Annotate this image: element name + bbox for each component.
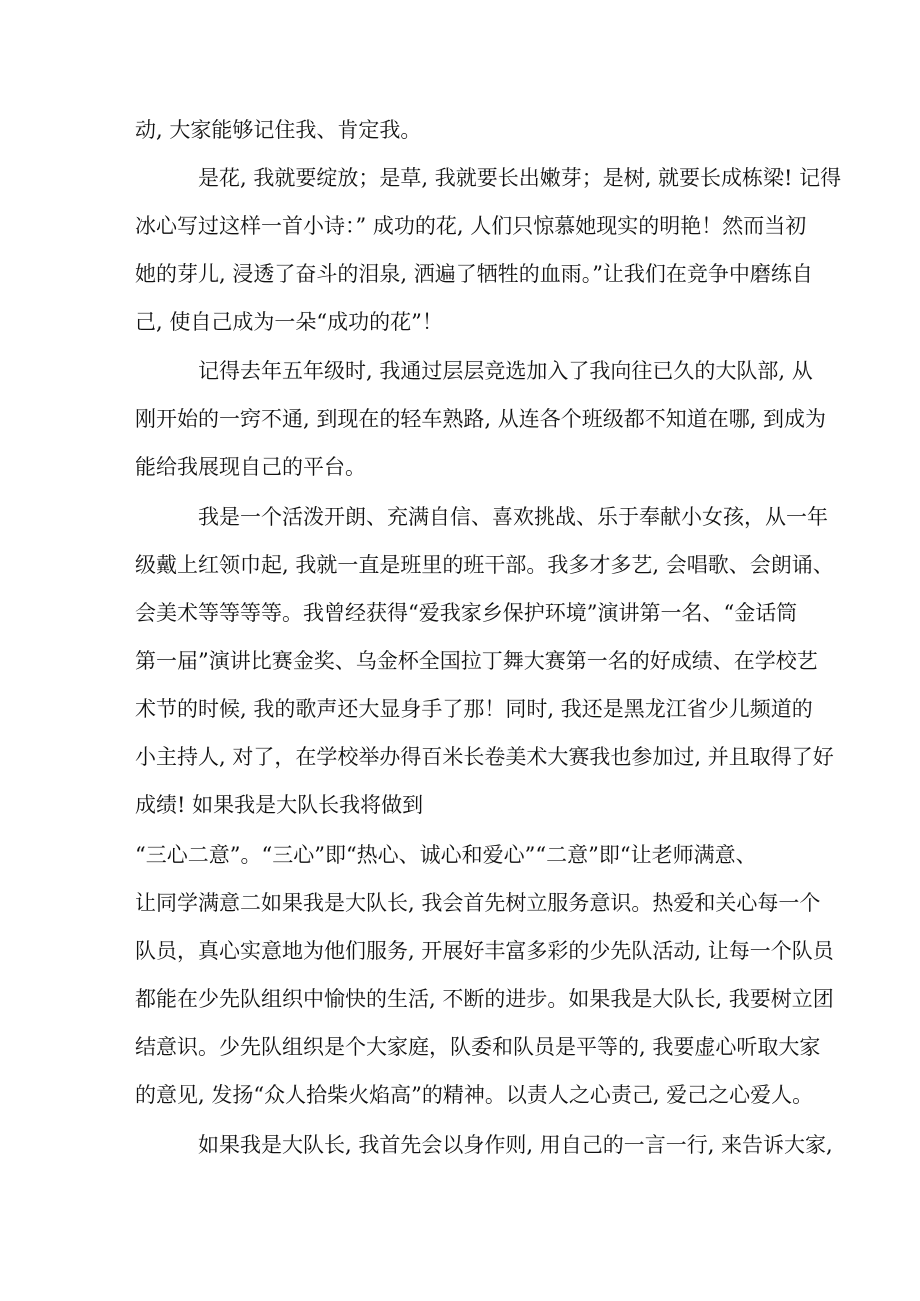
text-line: 刚开始的一窍不通, 到现在的轻车熟路, 从连各个班级都不知道在哪, 到成为 (135, 407, 827, 431)
text-line: 我是一个活泼开朗、充满自信、喜欢挑战、乐于奉献小女孩，从一年 (198, 505, 828, 529)
text-line: 成绩! 如果我是大队长我将做到 (135, 793, 424, 817)
text-line: 小主持人, 对了，在学校举办得百米长卷美术大赛我也参加过, 并且取得了好 (135, 745, 834, 769)
text-line: 的意见, 发扬“众人拾柴火焰高”的精神。以责人之心责己, 爱己之心爱人。 (135, 1083, 814, 1107)
text-line: 第一届”演讲比赛金奖、乌金杯全国拉丁舞大赛第一名的好成绩、在学校艺 (135, 649, 818, 673)
text-line: 让同学满意二如果我是大队长, 我会首先树立服务意识。热爱和关心每一个 (135, 891, 821, 915)
text-line: 结意识。少先队组织是个大家庭，队委和队员是平等的, 我要虚心听取大家 (135, 1035, 821, 1059)
text-line: “三心二意”。“三心”即“热心、诚心和爱心”“二意”即“让老师满意、 (135, 843, 757, 867)
text-line: 动, 大家能够记住我、肯定我。 (135, 118, 422, 142)
text-line: 她的芽儿, 浸透了奋斗的泪泉, 洒遍了牺牲的血雨。”让我们在竞争中磨练自 (135, 262, 813, 286)
text-line: 是花, 我就要绽放；是草, 我就要长出嫩芽；是树, 就要长成栋梁! 记得 (198, 166, 842, 190)
text-line: 级戴上红领巾起, 我就一直是班里的班干部。我多才多艺, 会唱歌、会朗诵、 (135, 553, 834, 577)
text-line: 记得去年五年级时, 我通过层层竞选加入了我向往已久的大队部, 从 (198, 359, 813, 383)
text-line: 都能在少先队组织中愉快的生活, 不断的进步。如果我是大队长, 我要树立团 (135, 987, 834, 1011)
text-line: 能给我展现自己的平台。 (135, 455, 366, 479)
text-line: 队员，真心实意地为他们服务, 开展好丰富多彩的少先队活动, 让每一个队员 (135, 939, 834, 963)
text-line: 会美术等等等等。我曾经获得“爱我家乡保护环境”演讲第一名、“金话筒 (135, 601, 798, 625)
text-line: 如果我是大队长, 我首先会以身作则, 用自己的一言一行, 来告诉大家, (198, 1133, 833, 1157)
text-line: 术节的时候, 我的歌声还大显身手了那！同时, 我还是黑龙江省少儿频道的 (135, 697, 813, 721)
text-line: 冰心写过这样一首小诗：” 成功的花, 人们只惊慕她现实的明艳！然而当初 (135, 214, 807, 238)
text-line: 己, 使自己成为一朵“成功的花”！ (135, 310, 443, 334)
